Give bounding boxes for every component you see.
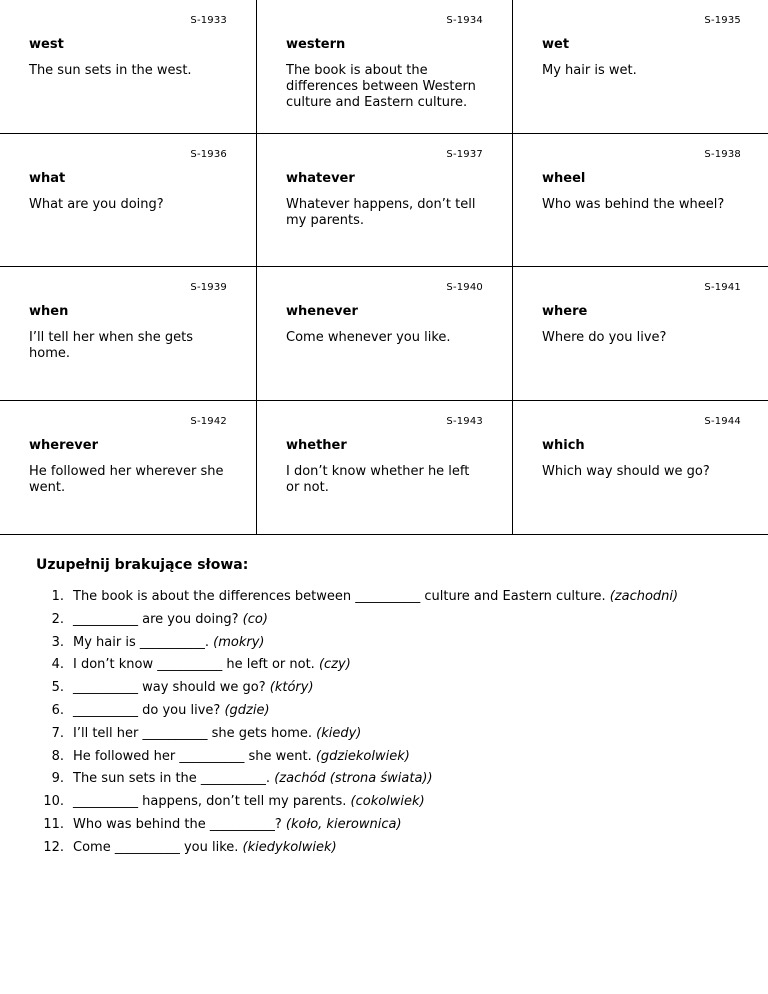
- card-code: S-1939: [190, 282, 227, 293]
- exercise-hint: (gdzie): [224, 702, 270, 718]
- exercise-number: 6.: [51, 702, 64, 718]
- card-sentence: Whatever happens, don’t tell my parents.: [286, 197, 476, 228]
- card-code: S-1938: [704, 149, 741, 160]
- flashcard: [0, 134, 257, 267]
- exercise-sentence: __________ happens, don’t tell my parents.: [73, 794, 347, 810]
- flashcard: [257, 0, 513, 134]
- exercise-number: 11.: [43, 816, 64, 832]
- card-word: what: [29, 171, 66, 186]
- flashcard: [513, 134, 768, 267]
- card-code: S-1942: [190, 416, 227, 427]
- card-code: S-1941: [704, 282, 741, 293]
- exercise-hint: (koło, kierownica): [285, 816, 402, 832]
- exercise-number: 1.: [51, 589, 64, 604]
- card-word: whether: [286, 438, 347, 453]
- exercise-hint: (mokry): [213, 634, 265, 650]
- exercise-number: 9.: [51, 771, 64, 787]
- exercise-number: 4.: [51, 657, 64, 673]
- card-sentence: Who was behind the wheel?: [542, 197, 725, 212]
- exercise-sentence: I don’t know __________ he left or not.: [73, 657, 315, 673]
- exercise-sentence: __________ way should we go?: [73, 680, 266, 696]
- flashcard: [0, 401, 257, 535]
- card-word: west: [29, 37, 64, 52]
- card-sentence: The book is about the differences between Western culture and Eastern culture.: [286, 63, 476, 110]
- card-code: S-1943: [446, 416, 483, 427]
- exercise-hint: (kiedy): [316, 725, 362, 741]
- card-code: S-1940: [446, 282, 483, 293]
- exercise-sentence: __________ do you live?: [73, 702, 221, 718]
- exercise-hint: (cokolwiek): [350, 794, 425, 810]
- exercise-number: 8.: [51, 748, 64, 764]
- exercise-number: 7.: [51, 725, 64, 741]
- card-word: wet: [542, 37, 570, 52]
- card-code: S-1934: [446, 15, 483, 26]
- card-word: western: [286, 37, 346, 52]
- card-word: wheel: [542, 171, 586, 186]
- flashcard: [513, 0, 768, 134]
- exercise-sentence: The sun sets in the __________.: [73, 771, 271, 787]
- card-sentence: He followed her wherever she went.: [29, 464, 224, 495]
- flashcard: [0, 267, 257, 401]
- flashcard: [257, 267, 513, 401]
- exercise-sentence: Come __________ you like.: [73, 839, 239, 855]
- card-code: S-1935: [704, 15, 741, 26]
- flashcard: [513, 267, 768, 401]
- exercise-number: 12.: [43, 839, 64, 855]
- card-word: wherever: [29, 438, 99, 453]
- exercise-sentence: He followed her __________ she went.: [73, 748, 312, 764]
- exercise-hint: (kiedykolwiek): [242, 839, 337, 855]
- card-sentence: Come whenever you like.: [286, 330, 451, 345]
- exercise-sentence: My hair is __________.: [73, 634, 209, 650]
- card-word: which: [542, 438, 585, 453]
- exercise-hint: (który): [269, 680, 314, 696]
- exercise-sentence: __________ are you doing?: [73, 611, 239, 627]
- card-code: S-1933: [190, 15, 227, 26]
- exercise-number: 3.: [51, 634, 64, 650]
- exercise-number: 10.: [43, 794, 64, 810]
- exercise-number: 2.: [51, 611, 64, 627]
- task-title: Uzupełnij brakujące słowa:: [36, 557, 249, 573]
- flashcard: [257, 134, 513, 267]
- flashcard: [257, 401, 513, 535]
- exercise-hint: (zachodni): [609, 589, 679, 604]
- exercise-hint: (co): [242, 611, 268, 627]
- card-word: when: [29, 304, 69, 319]
- card-sentence: I’ll tell her when she gets home.: [29, 330, 193, 361]
- card-sentence: My hair is wet.: [542, 63, 637, 78]
- card-code: S-1944: [704, 416, 741, 427]
- card-sentence: I don’t know whether he left or not.: [286, 464, 470, 495]
- card-word: whatever: [286, 171, 355, 186]
- card-sentence: The sun sets in the west.: [29, 63, 192, 78]
- card-code: S-1936: [190, 149, 227, 160]
- card-sentence: Where do you live?: [542, 330, 667, 345]
- flashcard: [513, 401, 768, 535]
- exercise-hint: (zachód (strona świata)): [274, 771, 433, 787]
- exercise-sentence: The book is about the differences between __________ culture and Eastern culture.: [73, 589, 606, 604]
- card-word: whenever: [286, 304, 358, 319]
- exercise-hint: (czy): [318, 657, 351, 673]
- exercise-hint: (gdziekolwiek): [315, 748, 410, 764]
- card-word: where: [542, 304, 588, 319]
- exercise-number: 5.: [51, 680, 64, 696]
- exercise-sentence: I’ll tell her __________ she gets home.: [73, 725, 313, 741]
- card-code: S-1937: [446, 149, 483, 160]
- flashcard: [0, 0, 257, 134]
- card-sentence: What are you doing?: [29, 197, 164, 212]
- exercise-sentence: Who was behind the __________?: [73, 816, 282, 832]
- card-sentence: Which way should we go?: [542, 464, 710, 479]
